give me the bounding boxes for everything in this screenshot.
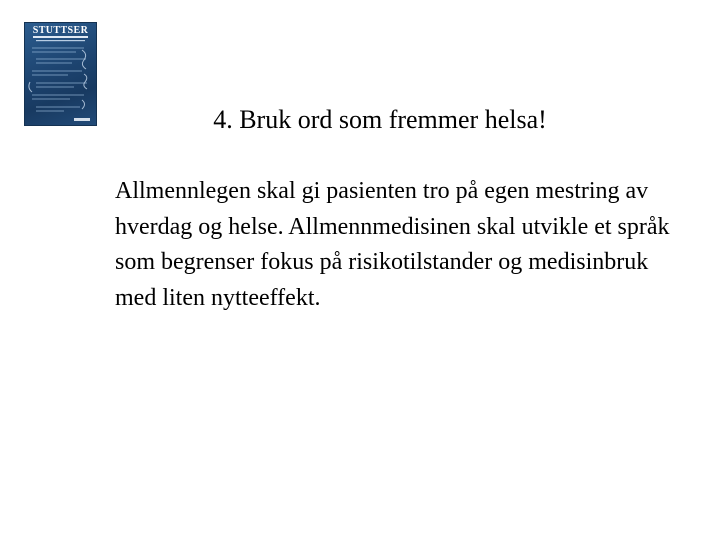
cover-heading: STUTTSER: [32, 25, 89, 36]
cover-subheading-bar: [33, 36, 88, 38]
cover-artwork: [24, 22, 97, 126]
cover-text-lines: [32, 48, 87, 111]
cover-image: [24, 22, 97, 126]
slide-title: 4. Bruk ord som fremmer helsa!: [213, 105, 547, 134]
slide-body-text: Allmennlegen skal gi pasienten tro på egen mestring av hverdag og helse. Allmennmedisinen skal utvikle et språk som begrenser fokus på risikotilstander og medisinbruk med liten nytteeffekt.: [115, 178, 670, 311]
